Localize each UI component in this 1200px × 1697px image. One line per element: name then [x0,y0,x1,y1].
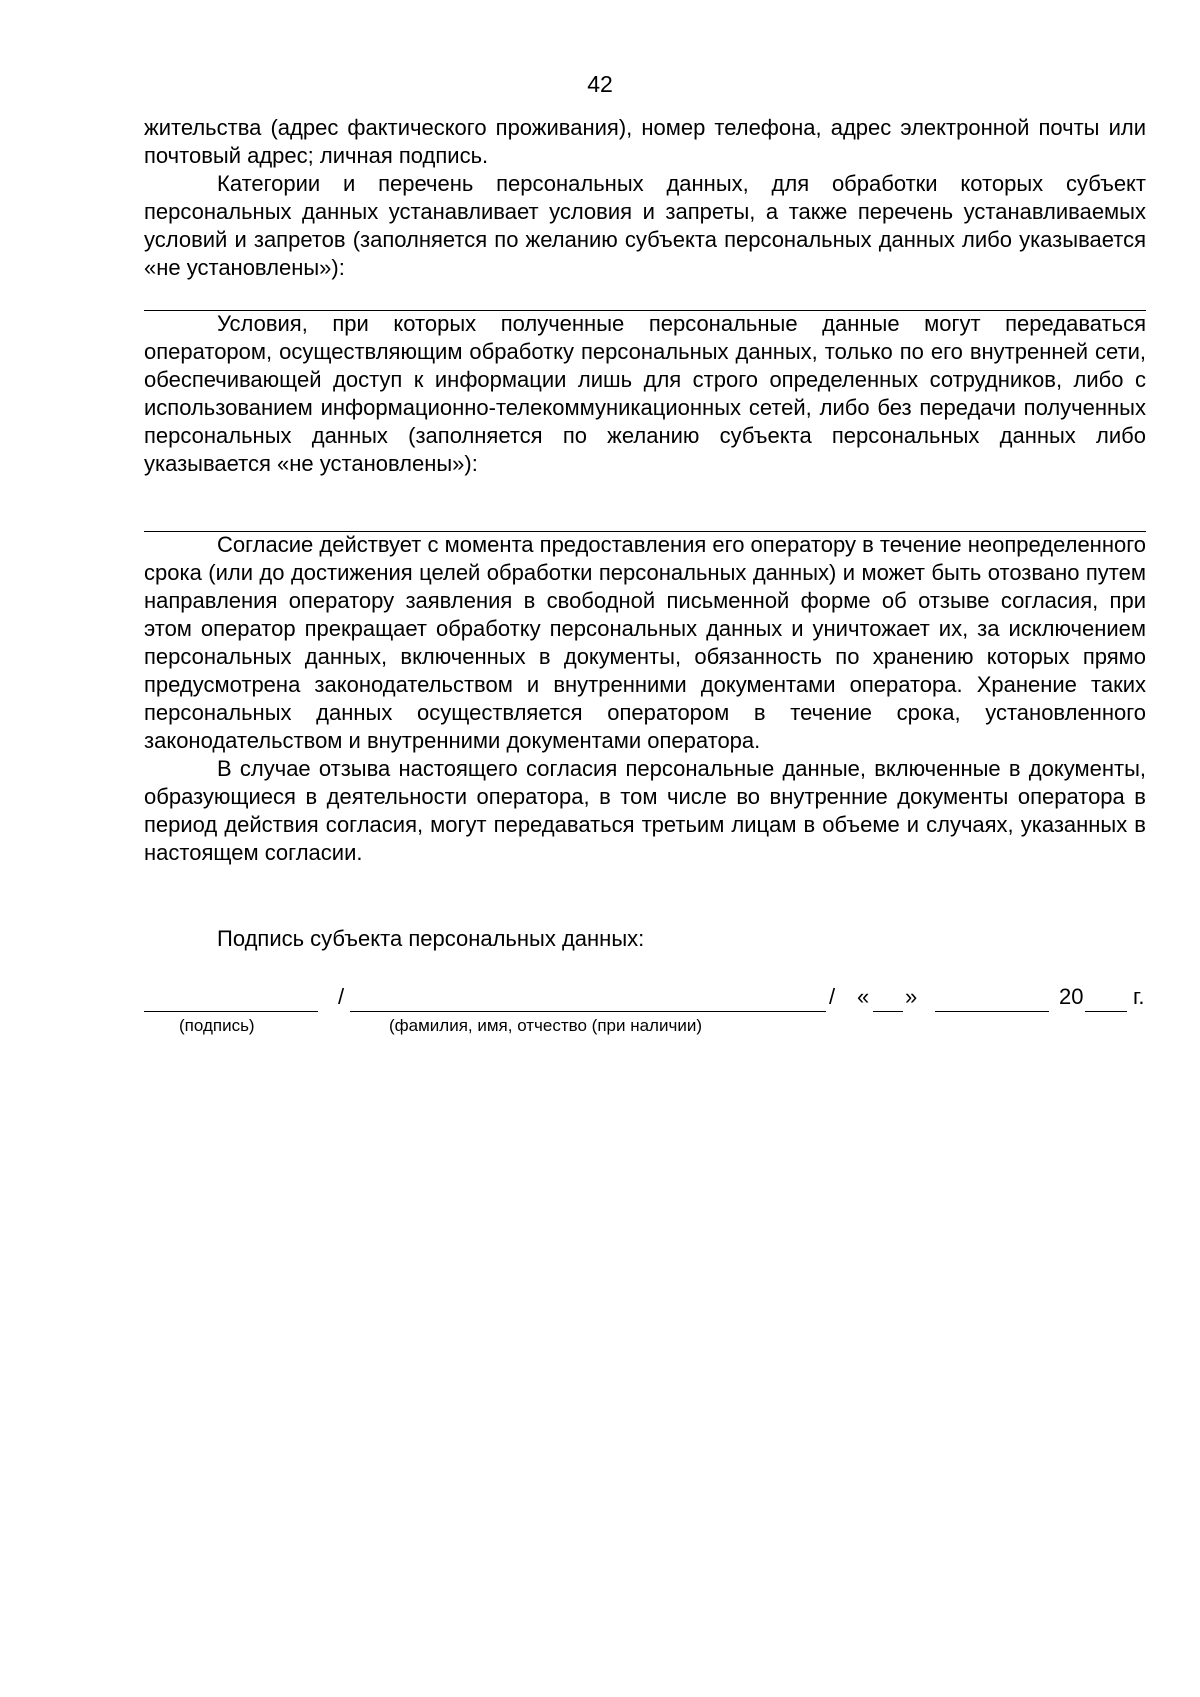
paragraph-consent-duration: Согласие действует с момента предоставления его оператору в течение неопределенного срока (или до достижения целей обработки персональных данных) и может быть отозвано путем направления оператору заявления в свободной письменной форме об отзыве согласия, при этом оператор прекращает обработку персональных данных и уничтожает их, за исключением персональных данных, включенных в документы, обязанность по хранению которых прямо предусмотрена законодательством и внутренними документами оператора. Хранение таких персональных данных осуществляется оператором в течение срока, установленного законодательством и внутренними документами оператора. [144,532,1146,753]
page-number: 42 [587,71,613,97]
signature-line[interactable] [144,1011,318,1012]
signature-slash-right: / [829,984,836,1009]
signature-slash-left: / [338,984,345,1009]
paragraph-conditions: Условия, при которых полученные персональные данные могут передаваться оператором, осуществляющим обработку персональных данных, только по его внутренней сети, обеспечивающей доступ к информации лишь для строго определенных сотрудников, либо с использованием информационно-телекоммуникационных сетей, либо без передачи полученных персональных данных (заполняется по желанию субъекта персональных данных либо указывается «не установлены»): [144,311,1146,476]
date-quote-open: « [857,984,870,1009]
text-block-conditions [144,310,1146,478]
signature-heading: Подпись субъекта персональных данных: [217,926,645,951]
year-suffix: г. [1133,984,1145,1009]
date-quote-close: » [905,984,918,1009]
text-block-top [144,114,1146,282]
text-block-consent [144,531,1146,867]
caption-signature: (подпись) [179,1016,255,1035]
caption-full-name: (фамилия, имя, отчество (при наличии) [389,1016,702,1035]
year-line[interactable] [1085,1011,1127,1012]
paragraph-residence: жительства (адрес фактического проживания), номер телефона, адрес электронной почты или почтовый адрес; личная подпись. [144,115,1146,168]
paragraph-categories: Категории и перечень персональных данных, для обработки которых субъект персональных данных устанавливает условия и запреты, а также перечень устанавливаемых условий и запретов (заполняется по желанию субъекта персональных данных либо указывается «не установлены»): [144,171,1146,280]
day-line[interactable] [873,1011,903,1012]
full-name-line[interactable] [350,1011,826,1012]
month-line[interactable] [935,1011,1049,1012]
year-prefix: 20 [1059,984,1084,1009]
paragraph-consent-withdrawal: В случае отзыва настоящего согласия персональные данные, включенные в документы, образующиеся в деятельности оператора, в том числе во внутренние документы оператора в период действия согласия, могут передаваться третьим лицам в объеме и случаях, указанных в настоящем согласии. [144,756,1146,865]
